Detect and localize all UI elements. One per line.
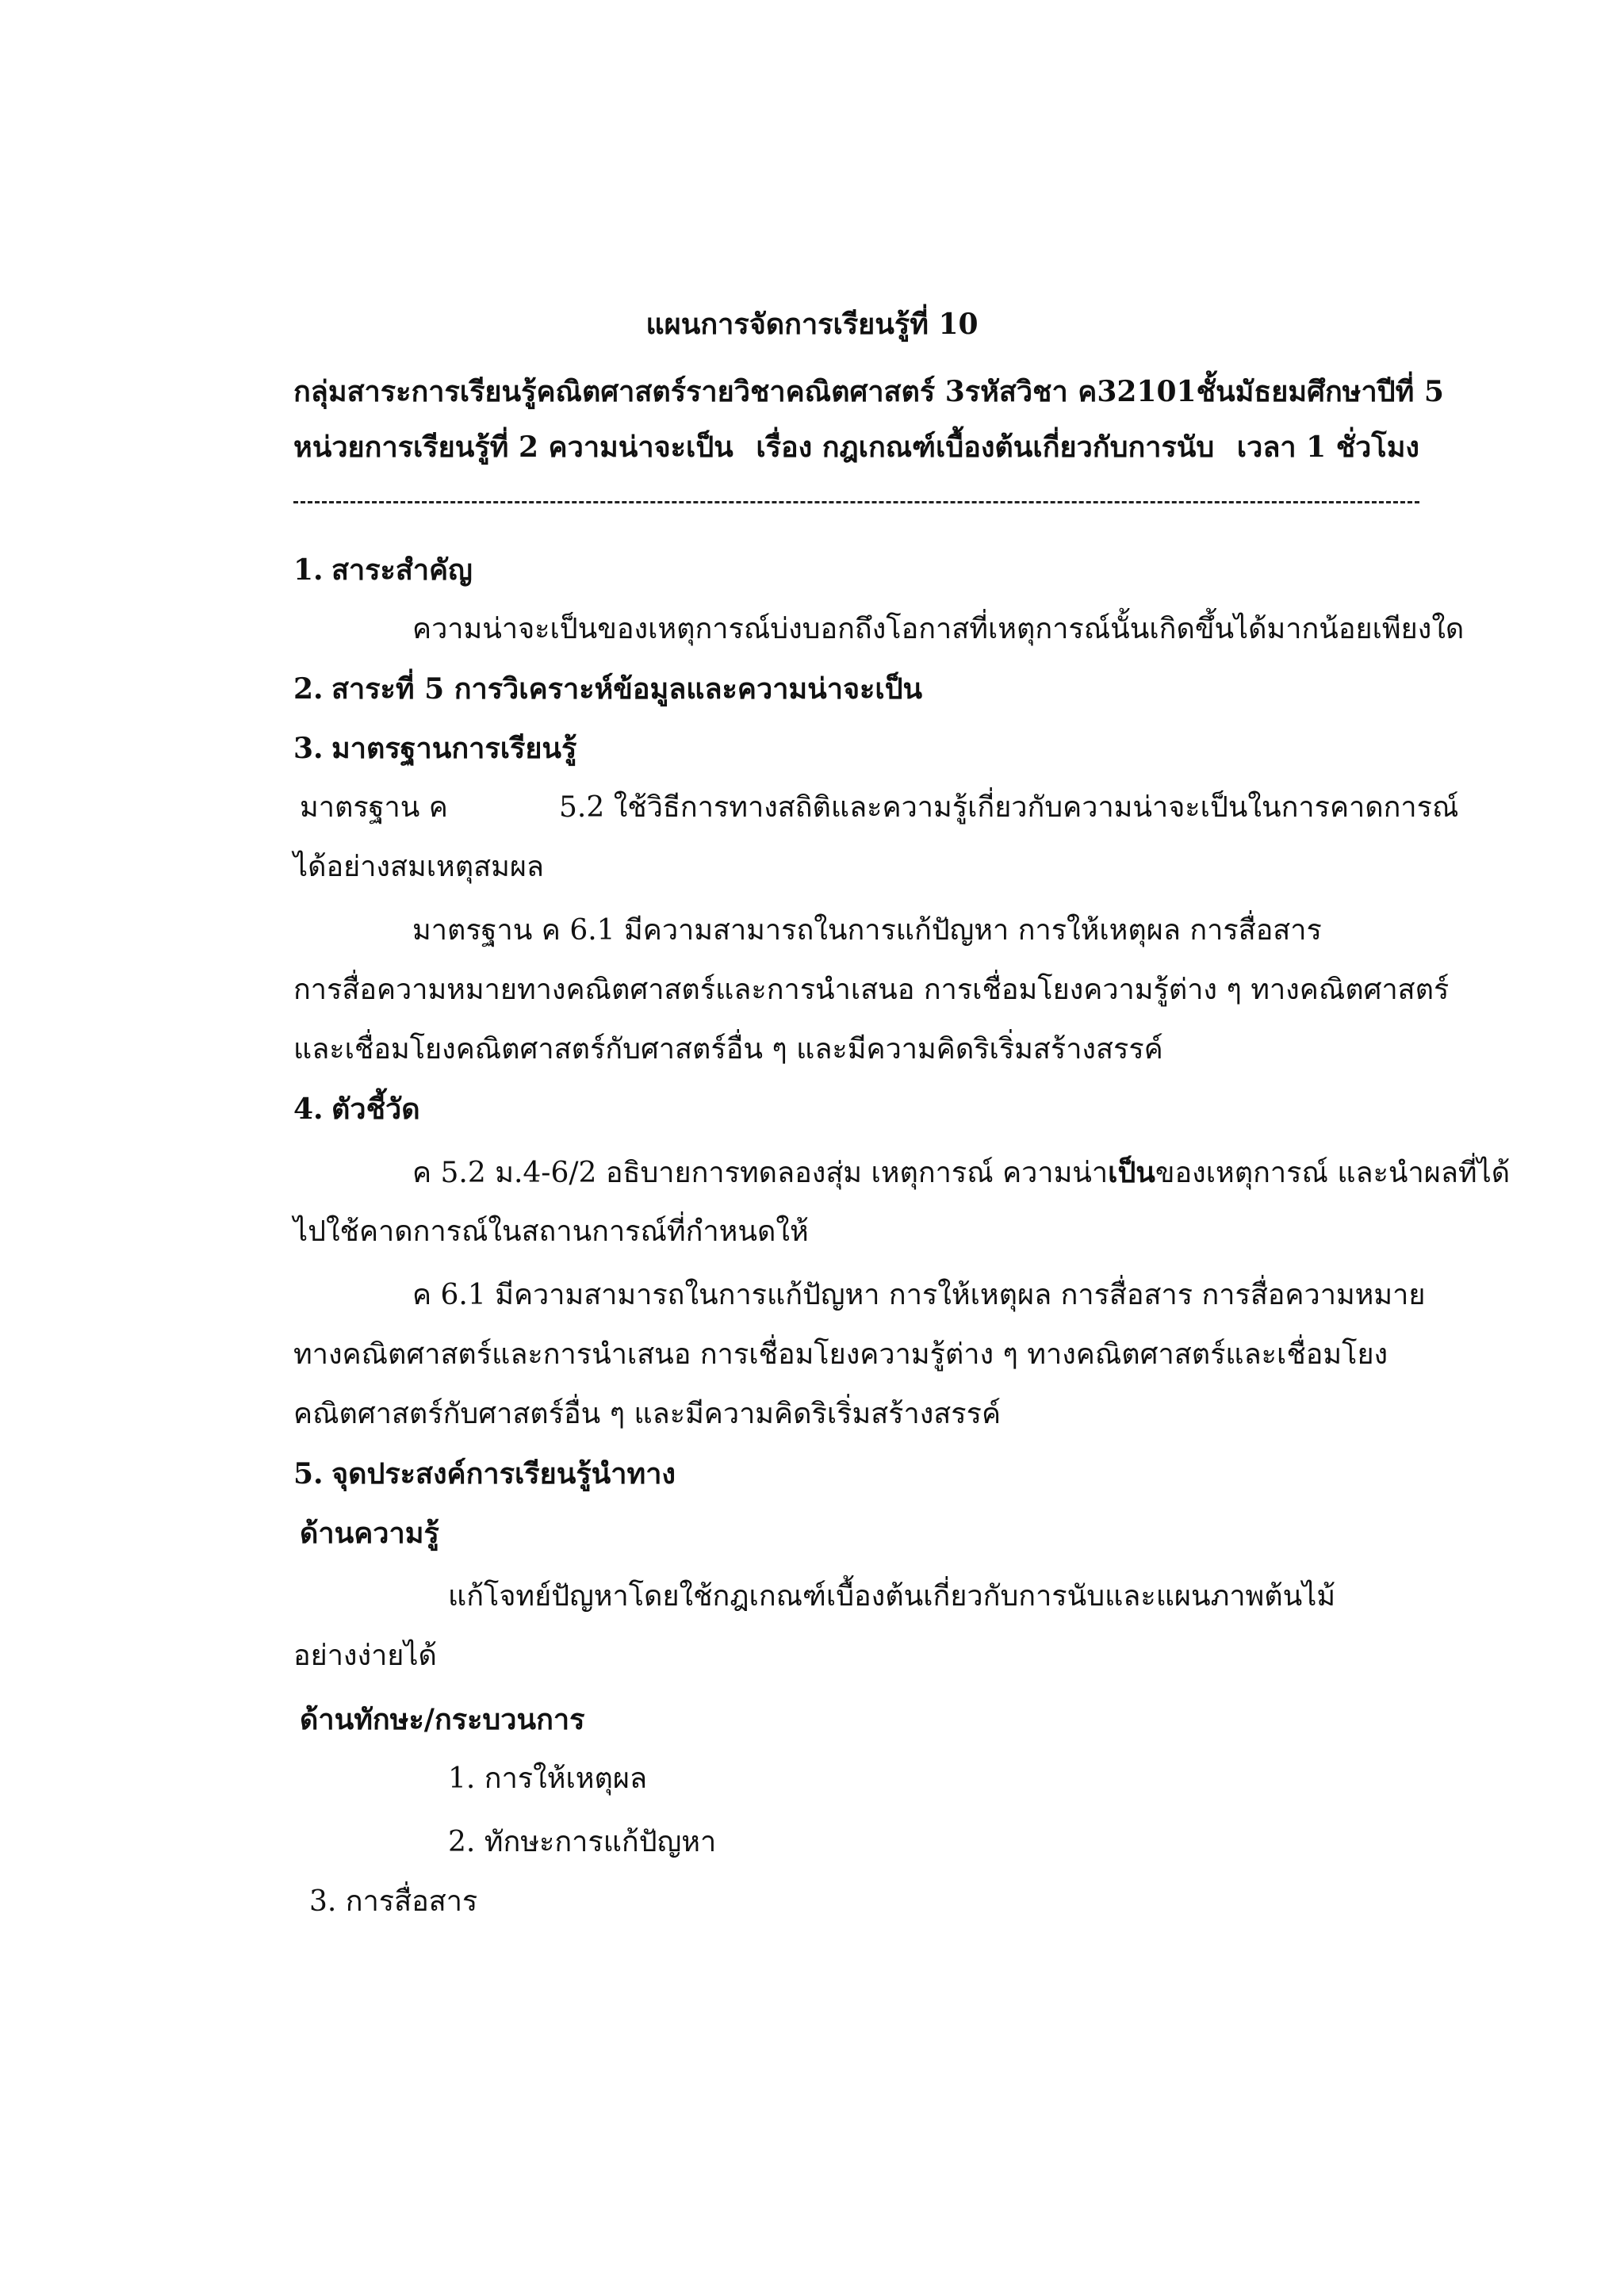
unit-label: หน่วยการเรียนรู้ที่ 2 ความน่าจะเป็น: [293, 430, 733, 464]
standard-2-line-1: มาตรฐาน ค 6.1 มีความสามารถในการแก้ปัญหา การให้เหตุผล การสื่อสาร: [412, 914, 1322, 947]
indicator-2-line-1: ค 6.1 มีความสามารถในการแก้ปัญหา การให้เหตุผล การสื่อสาร การสื่อความหมาย: [412, 1279, 1426, 1311]
time-label: เวลา 1 ชั่วโมง: [1236, 430, 1419, 464]
indicator-1-text-a: ค 5.2 ม.4-6/2 อธิบายการทดลองสุ่ม เหตุการณ์ ความน่า: [412, 1157, 1109, 1189]
section-4-title: ตัวชี้วัด: [331, 1093, 420, 1126]
standard-2-line-2: การสื่อความหมายทางคณิตศาสตร์และการนำเสนอ การเชื่อมโยงความรู้ต่าง ๆ ทางคณิตศาสตร์: [293, 974, 1450, 1006]
header-row-1: [293, 373, 1444, 411]
section-2-heading: [293, 670, 922, 708]
section-5-number: 5.: [293, 1457, 324, 1490]
skill-item-2: 2. ทักษะการแก้ปัญหา: [448, 1826, 717, 1858]
section-5-title: จุดประสงค์การเรียนรู้นำทาง: [331, 1457, 676, 1490]
indicator-2-line-3: คณิตศาสตร์กับศาสตร์อื่น ๆ และมีความคิดริเริ่มสร้างสรรค์: [293, 1398, 1002, 1430]
indicator-2-line-2: ทางคณิตศาสตร์และการนำเสนอ การเชื่อมโยงความรู้ต่าง ๆ ทางคณิตศาสตร์และเชื่อมโยง: [293, 1338, 1388, 1371]
standard-1-label: มาตรฐาน ค: [300, 791, 448, 824]
plan-title: แผนการจัดการเรียนรู้ที่ 10: [645, 308, 979, 341]
knowledge-heading: ด้านความรู้: [300, 1517, 439, 1550]
section-4-heading: [293, 1090, 420, 1128]
indicator-1-line-2: ไปใช้คาดการณ์ในสถานการณ์ที่กำหนดให้: [293, 1215, 809, 1248]
grade-level: ชั้นมัธยมศึกษาปีที่ 5: [1196, 375, 1444, 408]
section-3-number: 3.: [293, 732, 324, 765]
section-1-text: ความน่าจะเป็นของเหตุการณ์บ่งบอกถึงโอกาสที่เหตุการณ์นั้นเกิดขึ้นได้มากน้อยเพียงใด: [412, 613, 1465, 645]
section-3-heading: [293, 729, 576, 767]
course-name: รายวิชาคณิตศาสตร์ 3: [686, 375, 965, 408]
section-1-title: สาระสำคัญ: [331, 553, 473, 587]
section-4-number: 4.: [293, 1093, 324, 1126]
dashed-divider: [293, 501, 1419, 503]
section-1-number: 1.: [293, 553, 324, 587]
standard-2-line-3: และเชื่อมโยงคณิตศาสตร์กับศาสตร์อื่น ๆ และมีความคิดริเริ่มสร้างสรรค์: [293, 1033, 1163, 1066]
section-5-heading: [293, 1455, 676, 1493]
knowledge-line-2: อย่างง่ายได้: [293, 1640, 437, 1672]
course-code: รหัสวิชา ค32101: [964, 375, 1197, 408]
skill-item-3: 3. การสื่อสาร: [309, 1885, 478, 1918]
standard-1-text: 5.2 ใช้วิธีการทางสถิติและความรู้เกี่ยวกับความน่าจะเป็นในการคาดการณ์: [559, 791, 1459, 824]
standard-1-continuation: ได้อย่างสมเหตุสมผล: [293, 851, 544, 883]
knowledge-line-1: แก้โจทย์ปัญหาโดยใช้กฎเกณฑ์เบื้องต้นเกี่ยวกับการนับและแผนภาพต้นไม้: [448, 1580, 1336, 1613]
section-1-heading: [293, 551, 473, 589]
skills-heading: ด้านทักษะ/กระบวนการ: [300, 1703, 585, 1736]
indicator-1-text-bold: เป็น: [1108, 1156, 1155, 1189]
section-3-title: มาตรฐานการเรียนรู้: [331, 732, 577, 765]
section-2-title: สาระที่ 5 การวิเคราะห์ข้อมูลและความน่าจะเป็น: [331, 672, 923, 706]
header-row-2: [293, 428, 1419, 466]
indicator-1-text-b: ของเหตุการณ์ และนำผลที่ได้: [1155, 1157, 1511, 1189]
skill-item-1: 1. การให้เหตุผล: [448, 1762, 648, 1795]
indicator-1-line-1: [412, 1154, 1510, 1192]
topic-label: เรื่อง กฎเกณฑ์เบื้องต้นเกี่ยวกับการนับ: [756, 430, 1215, 464]
section-2-number: 2.: [293, 672, 324, 706]
learning-group: กลุ่มสาระการเรียนรู้คณิตศาสตร์: [293, 375, 687, 408]
